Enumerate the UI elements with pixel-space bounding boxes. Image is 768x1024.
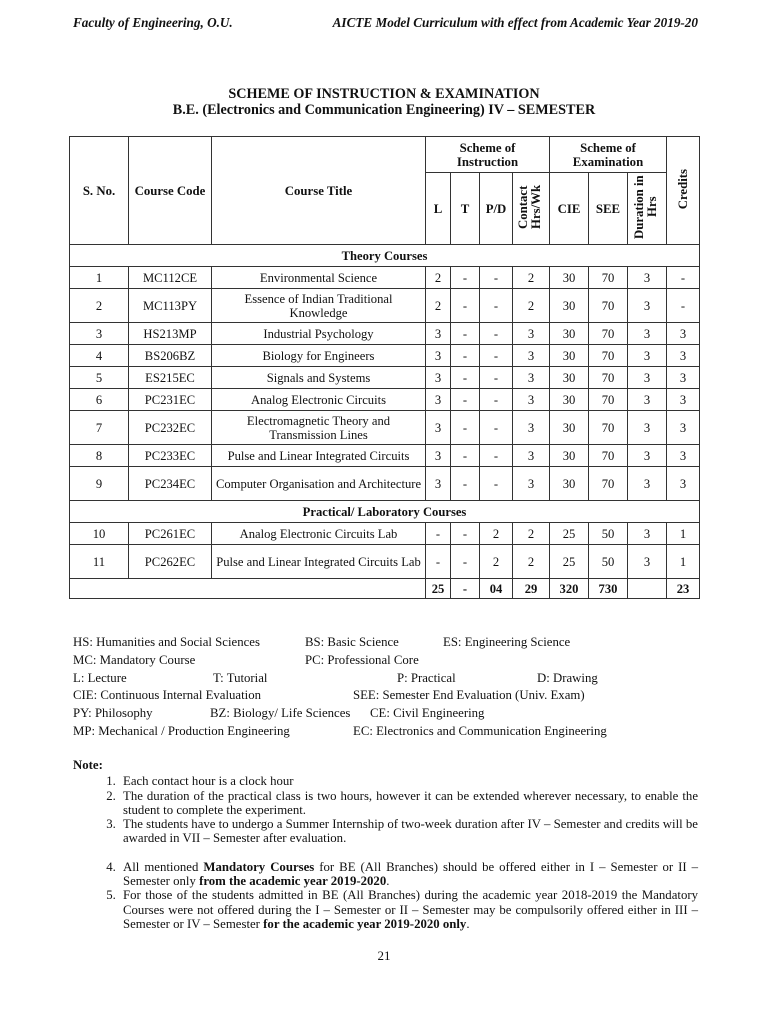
- totals-label: [70, 579, 426, 599]
- header-t: T: [451, 173, 480, 245]
- cell-credits: 3: [667, 411, 700, 445]
- cell-duration: 3: [628, 345, 667, 367]
- legend-entry: BZ: Biology/ Life Sciences: [210, 706, 351, 721]
- cell-pd: -: [480, 345, 513, 367]
- cell-sno: 4: [70, 345, 129, 367]
- section-row: [70, 501, 700, 523]
- note-emphasis: from the academic year 2019-2020: [199, 874, 387, 889]
- cell-see: 70: [589, 411, 628, 445]
- cell-title: Analog Electronic Circuits Lab: [212, 523, 426, 545]
- cell-l: -: [426, 545, 451, 579]
- cell-code: BS206BZ: [129, 345, 212, 367]
- table-row: [70, 289, 700, 323]
- cell-t: -: [451, 345, 480, 367]
- section-label: Practical/ Laboratory Courses: [70, 501, 700, 523]
- legend-row: [73, 723, 713, 741]
- cell-contact: 2: [513, 545, 550, 579]
- cell-cie: 30: [550, 445, 589, 467]
- legend-entry: P: Practical: [397, 670, 456, 685]
- cell-contact: 3: [513, 323, 550, 345]
- cell-t: -: [451, 467, 480, 501]
- cell-cie: 30: [550, 267, 589, 289]
- legend-row: [73, 634, 713, 652]
- cell-duration: 3: [628, 267, 667, 289]
- header-left: Faculty of Engineering, O.U.: [73, 15, 233, 30]
- cell-duration: 3: [628, 523, 667, 545]
- legend-entry: ES: Engineering Science: [443, 635, 571, 649]
- cell-l: -: [426, 523, 451, 545]
- cell-see: 70: [589, 267, 628, 289]
- legend-entry: CE: Civil Engineering: [370, 706, 485, 721]
- cell-contact: 3: [513, 411, 550, 445]
- cell-sno: 9: [70, 467, 129, 501]
- total-credits: 23: [667, 579, 700, 599]
- cell-l: 3: [426, 467, 451, 501]
- cell-t: -: [451, 411, 480, 445]
- cell-l: 3: [426, 323, 451, 345]
- cell-code: PC262EC: [129, 545, 212, 579]
- legend-row: [73, 705, 713, 723]
- cell-contact: 3: [513, 467, 550, 501]
- cell-see: 50: [589, 545, 628, 579]
- cell-code: PC234EC: [129, 467, 212, 501]
- legend-entry: MC: Mandatory Course: [73, 652, 196, 667]
- table-row: [70, 411, 700, 445]
- legend-row: [73, 652, 713, 670]
- cell-sno: 5: [70, 367, 129, 389]
- cell-see: 70: [589, 389, 628, 411]
- cell-t: -: [451, 367, 480, 389]
- note-item: [119, 789, 698, 818]
- cell-duration: 3: [628, 289, 667, 323]
- header-l: L: [426, 173, 451, 245]
- cell-credits: 1: [667, 545, 700, 579]
- cell-cie: 30: [550, 389, 589, 411]
- cell-see: 70: [589, 445, 628, 467]
- note-emphasis: Mandatory Courses: [203, 859, 315, 874]
- cell-l: 3: [426, 345, 451, 367]
- cell-cie: 30: [550, 345, 589, 367]
- cell-see: 70: [589, 367, 628, 389]
- note-text: For those of the students admitted in BE (All Branches) during the academic year 2018-2019 the Mandatory Courses were not offered during the I – Semester or II – Semester may be compulsorily offered either in III – Semester or IV – Semester: [123, 888, 698, 931]
- legend-entry: T: Tutorial: [213, 670, 268, 685]
- cell-credits: 3: [667, 345, 700, 367]
- totals-row: [70, 579, 700, 599]
- cell-sno: 11: [70, 545, 129, 579]
- note-emphasis: for the academic year 2019-2020 only: [263, 916, 467, 931]
- legend-entry: PC: Professional Core: [305, 652, 419, 667]
- note-text: The duration of the practical class is two hours, however it can be extended wherever necessary, to enable the student to complete the experiment.: [123, 788, 698, 817]
- scheme-table: [69, 136, 700, 599]
- cell-contact: 3: [513, 367, 550, 389]
- cell-contact: 3: [513, 389, 550, 411]
- cell-pd: 2: [480, 545, 513, 579]
- cell-see: 70: [589, 345, 628, 367]
- table-row: [70, 389, 700, 411]
- note-text: All mentioned: [123, 859, 204, 874]
- cell-sno: 10: [70, 523, 129, 545]
- cell-pd: -: [480, 445, 513, 467]
- cell-title: Environmental Science: [212, 267, 426, 289]
- table-row: [70, 523, 700, 545]
- header-scheme-instruction: Scheme of Instruction: [426, 137, 550, 173]
- header-cie: CIE: [550, 173, 589, 245]
- table-row: [70, 267, 700, 289]
- cell-cie: 25: [550, 545, 589, 579]
- header-pd: P/D: [480, 173, 513, 245]
- header-credits: Credits: [667, 137, 700, 245]
- cell-duration: 3: [628, 411, 667, 445]
- cell-l: 3: [426, 411, 451, 445]
- header-sno: S. No.: [70, 137, 129, 245]
- cell-credits: 1: [667, 523, 700, 545]
- running-header: [73, 15, 698, 31]
- cell-pd: -: [480, 389, 513, 411]
- cell-title: Pulse and Linear Integrated Circuits: [212, 445, 426, 467]
- section-label: Theory Courses: [70, 245, 700, 267]
- cell-duration: 3: [628, 367, 667, 389]
- cell-pd: -: [480, 467, 513, 501]
- total-pd: 04: [480, 579, 513, 599]
- cell-title: Pulse and Linear Integrated Circuits Lab: [212, 545, 426, 579]
- cell-cie: 30: [550, 323, 589, 345]
- header-scheme-examination: Scheme of Examination: [550, 137, 667, 173]
- cell-cie: 30: [550, 411, 589, 445]
- cell-l: 3: [426, 445, 451, 467]
- total-contact: 29: [513, 579, 550, 599]
- cell-l: 2: [426, 267, 451, 289]
- table-row: [70, 323, 700, 345]
- cell-pd: -: [480, 289, 513, 323]
- cell-pd: -: [480, 411, 513, 445]
- cell-pd: 2: [480, 523, 513, 545]
- table-row: [70, 445, 700, 467]
- cell-title: Industrial Psychology: [212, 323, 426, 345]
- table-row: [70, 367, 700, 389]
- cell-sno: 2: [70, 289, 129, 323]
- cell-sno: 3: [70, 323, 129, 345]
- cell-see: 70: [589, 289, 628, 323]
- cell-code: PC233EC: [129, 445, 212, 467]
- note-text: The students have to undergo a Summer Internship of two-week duration after IV – Semester and credits will be awarded in VII – Semester after evaluation.: [123, 817, 698, 846]
- note-item: [119, 888, 698, 931]
- total-t: -: [451, 579, 480, 599]
- cell-duration: 3: [628, 467, 667, 501]
- cell-duration: 3: [628, 445, 667, 467]
- cell-title: Biology for Engineers: [212, 345, 426, 367]
- cell-t: -: [451, 523, 480, 545]
- legend-row: [73, 670, 713, 688]
- total-l: 25: [426, 579, 451, 599]
- note-item: [119, 817, 698, 846]
- note-item: [119, 774, 698, 788]
- total-duration: [628, 579, 667, 599]
- cell-t: -: [451, 545, 480, 579]
- cell-l: 3: [426, 389, 451, 411]
- cell-credits: 3: [667, 367, 700, 389]
- header-course-title: Course Title: [212, 137, 426, 245]
- legend-entry: CIE: Continuous Internal Evaluation: [73, 688, 262, 703]
- cell-title: Analog Electronic Circuits: [212, 389, 426, 411]
- note-text: .: [466, 916, 470, 931]
- cell-code: PC231EC: [129, 389, 212, 411]
- cell-code: MC112CE: [129, 267, 212, 289]
- note-text: .: [386, 874, 390, 889]
- legend-row: [73, 687, 713, 705]
- legend-entry: EC: Electronics and Communication Engineering: [353, 723, 607, 738]
- document-title: SCHEME OF INSTRUCTION & EXAMINATION: [228, 86, 540, 102]
- cell-credits: -: [667, 289, 700, 323]
- cell-code: ES215EC: [129, 367, 212, 389]
- cell-see: 70: [589, 467, 628, 501]
- cell-sno: 1: [70, 267, 129, 289]
- legend-entry: L: Lecture: [73, 670, 127, 685]
- cell-t: -: [451, 445, 480, 467]
- cell-see: 70: [589, 323, 628, 345]
- legend-entry: SEE: Semester End Evaluation (Univ. Exam): [353, 688, 585, 703]
- legend-entry: HS: Humanities and Social Sciences: [73, 635, 260, 649]
- cell-sno: 7: [70, 411, 129, 445]
- cell-contact: 2: [513, 289, 550, 323]
- legend-entry: D: Drawing: [537, 670, 598, 685]
- header-course-code: Course Code: [129, 137, 212, 245]
- notes-list: [73, 774, 698, 931]
- table-row: [70, 545, 700, 579]
- cell-t: -: [451, 267, 480, 289]
- notes-section: [73, 758, 698, 931]
- total-see: 730: [589, 579, 628, 599]
- cell-credits: 3: [667, 323, 700, 345]
- cell-title: Computer Organisation and Architecture: [212, 467, 426, 501]
- total-cie: 320: [550, 579, 589, 599]
- cell-credits: 3: [667, 389, 700, 411]
- abbreviation-legend: [73, 634, 713, 741]
- cell-sno: 6: [70, 389, 129, 411]
- cell-pd: -: [480, 267, 513, 289]
- cell-cie: 25: [550, 523, 589, 545]
- cell-cie: 30: [550, 467, 589, 501]
- table-row: [70, 345, 700, 367]
- cell-sno: 8: [70, 445, 129, 467]
- header-right: AICTE Model Curriculum with effect from Academic Year 2019-20: [332, 15, 698, 30]
- page-number: 21: [377, 948, 391, 963]
- cell-cie: 30: [550, 289, 589, 323]
- note-text: Each contact hour is a clock hour: [123, 774, 294, 789]
- cell-contact: 3: [513, 445, 550, 467]
- section-row: [70, 245, 700, 267]
- table-row: [70, 467, 700, 501]
- cell-contact: 2: [513, 523, 550, 545]
- legend-entry: BS: Basic Science: [305, 635, 399, 649]
- cell-duration: 3: [628, 389, 667, 411]
- note-text: for BE (All Branches) should be offered either in I – Semester or II – Semester only: [123, 859, 699, 889]
- cell-pd: -: [480, 323, 513, 345]
- cell-contact: 3: [513, 345, 550, 367]
- cell-credits: 3: [667, 467, 700, 501]
- cell-t: -: [451, 289, 480, 323]
- header-contact: Contact Hrs/Wk: [513, 173, 550, 245]
- cell-t: -: [451, 323, 480, 345]
- legend-entry: PY: Philosophy: [73, 706, 153, 721]
- cell-t: -: [451, 389, 480, 411]
- cell-code: MC113PY: [129, 289, 212, 323]
- cell-duration: 3: [628, 323, 667, 345]
- cell-title: Essence of Indian Traditional Knowledge: [212, 289, 426, 323]
- cell-code: PC232EC: [129, 411, 212, 445]
- legend-entry: MP: Mechanical / Production Engineering: [73, 723, 290, 738]
- cell-l: 3: [426, 367, 451, 389]
- header-duration: Duration in Hrs: [628, 173, 667, 245]
- cell-see: 50: [589, 523, 628, 545]
- cell-credits: 3: [667, 445, 700, 467]
- cell-title: Signals and Systems: [212, 367, 426, 389]
- cell-code: HS213MP: [129, 323, 212, 345]
- cell-cie: 30: [550, 367, 589, 389]
- cell-duration: 3: [628, 545, 667, 579]
- cell-credits: -: [667, 267, 700, 289]
- cell-l: 2: [426, 289, 451, 323]
- header-see: SEE: [589, 173, 628, 245]
- cell-title: Electromagnetic Theory and Transmission Lines: [212, 411, 426, 445]
- document-subtitle: B.E. (Electronics and Communication Engineering) IV – SEMESTER: [172, 102, 596, 118]
- cell-pd: -: [480, 367, 513, 389]
- cell-contact: 2: [513, 267, 550, 289]
- note-item: [119, 860, 698, 889]
- cell-code: PC261EC: [129, 523, 212, 545]
- notes-heading: Note:: [73, 758, 103, 772]
